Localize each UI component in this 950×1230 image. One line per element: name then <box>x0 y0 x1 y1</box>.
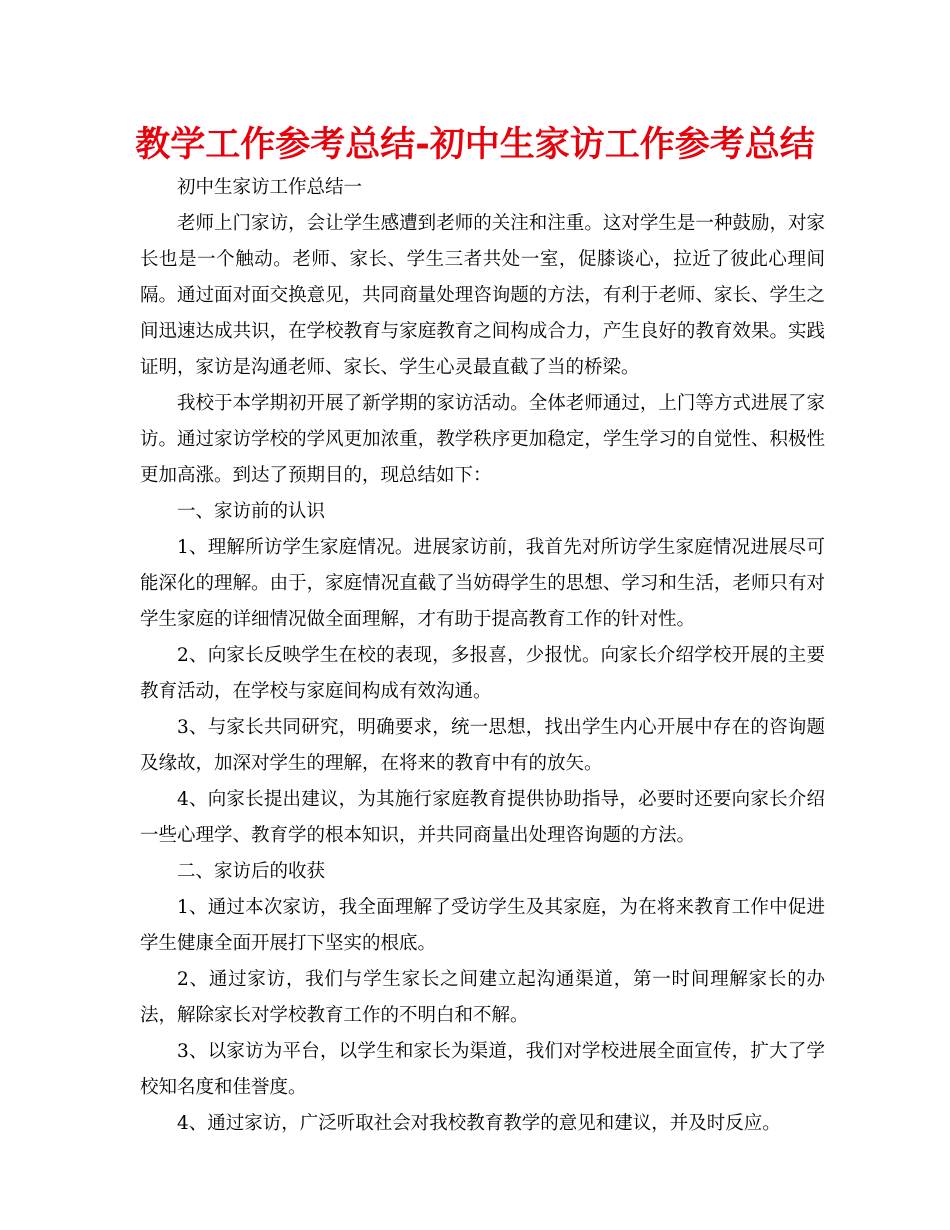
list-item: 3、与家长共同研究，明确要求，统一思想，找出学生内心开展中存在的咨询题及缘故，加深对学生的理解，在将来的教育中有的放矢。 <box>140 717 825 774</box>
section-heading: 初中生家访工作总结一 <box>177 177 363 198</box>
list-item: 2、通过家访，我们与学生家长之间建立起沟通渠道，第一时间理解家长的办法，解除家长对学校教育工作的不明白和不解。 <box>140 969 825 1026</box>
document-title: 教学工作参考总结-初中生家访工作参考总结 <box>135 125 815 165</box>
paragraph: 老师上门家访，会让学生感遭到老师的关注和注重。这对学生是一种鼓励，对家长也是一个触动。老师、家长、学生三者共处一室，促膝谈心，拉近了彼此心理间隔。通过面对面交换意见，共同商量处理咨询题的方法，有利于老师、家长、学生之间迅速达成共识，在学校教育与家庭教育之间构成合力，产生良好的教育效果。实践证明，家访是沟通老师、家长、学生心灵最直截了当的桥梁。 <box>140 213 825 378</box>
paragraph: 我校于本学期初开展了新学期的家访活动。全体老师通过，上门等方式进展了家访。通过家访学校的学风更加浓重，教学秩序更加稳定，学生学习的自觉性、积极性更加高涨。到达了预期目的，现总结如下： <box>140 393 825 486</box>
document-body <box>140 170 825 1142</box>
list-item: 2、向家长反映学生在校的表现，多报喜，少报忧。向家长介绍学校开展的主要教育活动，在学校与家庭间构成有效沟通。 <box>140 645 825 702</box>
list-item: 3、以家访为平台，以学生和家长为渠道，我们对学校进展全面宣传，扩大了学校知名度和佳誉度。 <box>140 1041 825 1098</box>
list-item: 1、理解所访学生家庭情况。进展家访前，我首先对所访学生家庭情况进展尽可能深化的理解。由于，家庭情况直截了当妨碍学生的思想、学习和生活，老师只有对学生家庭的详细情况做全面理解，才有助于提高教育工作的针对性。 <box>140 537 825 630</box>
list-item: 4、向家长提出建议，为其施行家庭教育提供协助指导，必要时还要向家长介绍一些心理学、教育学的根本知识，并共同商量出处理咨询题的方法。 <box>140 789 825 846</box>
list-item: 1、通过本次家访，我全面理解了受访学生及其家庭，为在将来教育工作中促进学生健康全面开展打下坚实的根底。 <box>140 897 825 954</box>
section-heading: 二、家访后的收获 <box>177 861 326 882</box>
list-item: 4、通过家访，广泛听取社会对我校教育教学的意见和建议，并及时反应。 <box>177 1113 781 1134</box>
section-heading: 一、家访前的认识 <box>177 501 326 522</box>
